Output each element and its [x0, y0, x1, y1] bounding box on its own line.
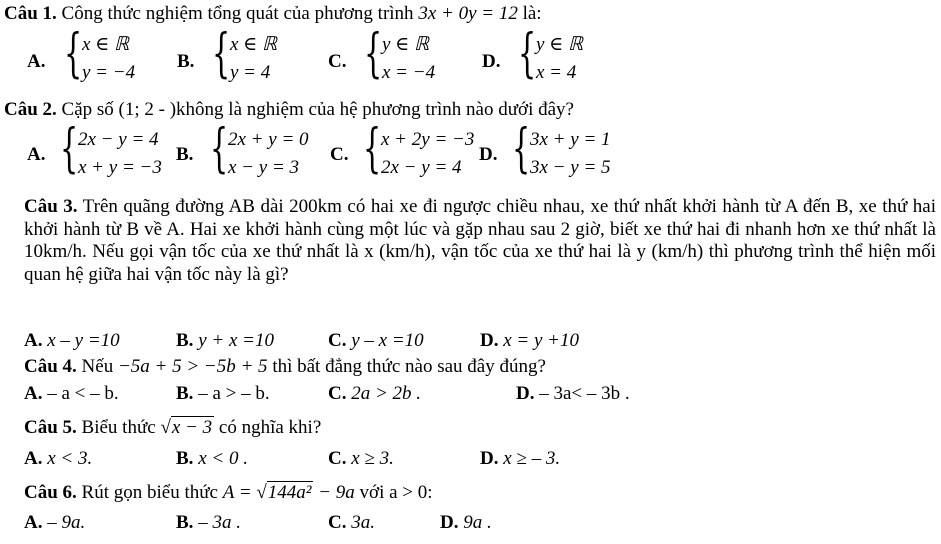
q6-option-b: B. – 3a .: [176, 512, 241, 533]
q2-option-c-line2: 2x − y = 4: [381, 157, 462, 178]
question-1-equation: 3x + 0y = 12: [418, 3, 518, 24]
q6-option-d: D. 9a .: [440, 512, 492, 533]
question-3-label: Câu 3.: [24, 196, 78, 217]
question-1-text: Công thức nghiệm tổng quát của phương trình: [56, 3, 419, 24]
q1-option-a-line2: y = −4: [82, 62, 136, 83]
q3-option-b: B. y + x =10: [176, 330, 274, 351]
q5-option-d: D. x ≥ – 3.: [480, 448, 561, 469]
question-5-text: Biểu thức: [76, 417, 161, 438]
question-6-eq-prefix: A =: [222, 482, 257, 503]
q2-option-a-line1: 2x − y = 4: [78, 129, 159, 150]
q2-option-a-label: A.: [27, 144, 46, 165]
question-1-label: Câu 1.: [4, 3, 57, 24]
q1-option-d-label: D.: [482, 51, 501, 72]
q2-option-b-label: B.: [176, 144, 194, 165]
question-2-label: Câu 2.: [4, 99, 57, 120]
question-2: [4, 99, 574, 121]
question-5-radicand: x − 3: [171, 417, 213, 438]
exam-page: Câu 1. Công thức nghiệm tổng quát của phương trình 3x + 0y = 12 là: A. { x ∈ ℝ y = −4 B. { x ∈ ℝ y = 4 C. { y ∈ ℝ x = −4 D. { y ∈ ℝ x = 4 Câu 2. Cặp số (1; 2 - )không là nghiệm của hệ phương trình nào dưới đây? A. { 2x − y = 4 x + y = −3 B. { 2x + y = 0 x − y = 3 C. { x + 2y = −3 2x − y = 4 D. { 3x + y = 1 3x − y = 5 Câu 3. Trên quãng đường AB dài 200km có hai xe đi ngược chiều nhau, xe thứ nhất khởi hành từ A đến B, xe thứ hai khởi hành từ B về A. Hai xe khởi hành cùng một lúc và gặp nhau sau 2 giờ, biết xe thứ hai đi nhanh hơn xe thứ nhất là 10km/h. Nếu gọi vận tốc của xe thứ nhất là x (km/h), vận tốc của xe thứ hai là y (km/h) thì phương trình thể hiện mối quan hệ giữa hai vận tốc này là gì? A. x – y =10 B. y + x =10 C. y – x =10 D. x = y +10 Câu 4. Nếu −5a + 5 > −5b + 5 thì bất đẳng thức nào sau đây đúng? A. – a < – b. B. – a > – b. C. 2a > 2b . D. – 3a< – 3b . Câu 5. Biểu thức √x − 3 có nghĩa khi? A. x < 3. B. x < 0 . C. x ≥ 3. D. x ≥ – 3. Câu 6. Rút gọn biểu thức A = √144a² − 9a với a > 0: A. – 9a. B. – 3a . C. 3a. D. 9a .: [4, 3, 936, 533]
q3-option-c: C. y – x =10: [328, 330, 424, 351]
q1-option-c-line2: x = −4: [382, 62, 436, 83]
q3-option-d: D. x = y +10: [480, 330, 579, 351]
q1-option-b-label: B.: [177, 51, 195, 72]
q2-option-d-line1: 3x + y = 1: [530, 129, 611, 150]
question-4-label: Câu 4.: [24, 356, 77, 377]
q1-option-b-line2: y = 4: [230, 62, 271, 83]
question-6: [24, 482, 433, 504]
q1-option-d-line2: x = 4: [536, 62, 577, 83]
question-6-label: Câu 6.: [24, 482, 77, 503]
q1-option-c-line1: y ∈ ℝ: [382, 34, 430, 55]
q1-option-c-label: C.: [328, 51, 347, 72]
q2-option-b-line2: x − y = 3: [228, 157, 300, 178]
q2-option-d-line2: 3x − y = 5: [530, 157, 611, 178]
q5-option-c: C. x ≥ 3.: [328, 448, 394, 469]
q1-option-b-line1: x ∈ ℝ: [230, 34, 278, 55]
question-5-tail: có nghĩa khi?: [214, 417, 322, 438]
question-4-equation: −5a + 5 > −5b + 5: [117, 356, 268, 377]
question-6-tail: với a > 0:: [354, 482, 433, 503]
question-6-radicand: 144a²: [267, 482, 312, 503]
question-6-sqrt: √144a²: [256, 482, 312, 503]
question-4-tail: thì bất đẳng thức nào sau đây đúng?: [267, 356, 546, 377]
question-1: [4, 3, 542, 25]
question-2-text: Cặp số (1; 2 - )không là nghiệm của hệ phương trình nào dưới đây?: [56, 99, 574, 120]
q5-option-a: A. x < 3.: [24, 448, 93, 469]
q2-option-c-line1: x + 2y = −3: [381, 129, 475, 150]
q5-option-b: B. x < 0 .: [176, 448, 248, 469]
question-6-text: Rút gọn biểu thức: [76, 482, 223, 503]
q2-option-b-line1: 2x + y = 0: [228, 129, 309, 150]
q2-option-d-label: D.: [479, 144, 498, 165]
q4-option-c: C. 2a > 2b .: [328, 383, 422, 404]
q2-option-c-label: C.: [330, 144, 349, 165]
q6-option-a: A. – 9a.: [24, 512, 86, 533]
q1-option-d-line1: y ∈ ℝ: [536, 34, 584, 55]
q6-option-c: C. 3a.: [328, 512, 375, 533]
question-3: [24, 196, 936, 286]
q4-option-a: A. – a < – b.: [24, 383, 119, 404]
question-6-eq-suffix: − 9a: [313, 482, 355, 503]
question-5: [24, 417, 321, 439]
question-4-text: Nếu: [76, 356, 118, 377]
question-4: [24, 356, 546, 378]
q2-option-a-line2: x + y = −3: [78, 157, 162, 178]
question-3-text: Trên quãng đường AB dài 200km có hai xe đi ngược chiều nhau, xe thứ nhất khởi hành từ A đến B, xe thứ hai khởi hành từ B về A. Hai xe khởi hành cùng một lúc và gặp nhau sau 2 giờ, biết xe thứ hai đi nhanh hơn xe thứ nhất là 10km/h. Nếu gọi vận tốc của xe thứ nhất là x (km/h), vận tốc của xe thứ hai là y (km/h) thì phương trình thể hiện mối quan hệ giữa hai vận tốc này là gì?: [24, 196, 936, 285]
q1-option-a-line1: x ∈ ℝ: [82, 34, 130, 55]
q4-option-d: D. – 3a< – 3b .: [516, 383, 630, 404]
q3-option-a: A. x – y =10: [24, 330, 120, 351]
question-5-label: Câu 5.: [24, 417, 77, 438]
q1-option-a-label: A.: [27, 51, 46, 72]
question-5-sqrt: √x − 3: [160, 417, 213, 438]
question-1-tail: là:: [517, 3, 542, 24]
q4-option-b: B. – a > – b.: [176, 383, 270, 404]
